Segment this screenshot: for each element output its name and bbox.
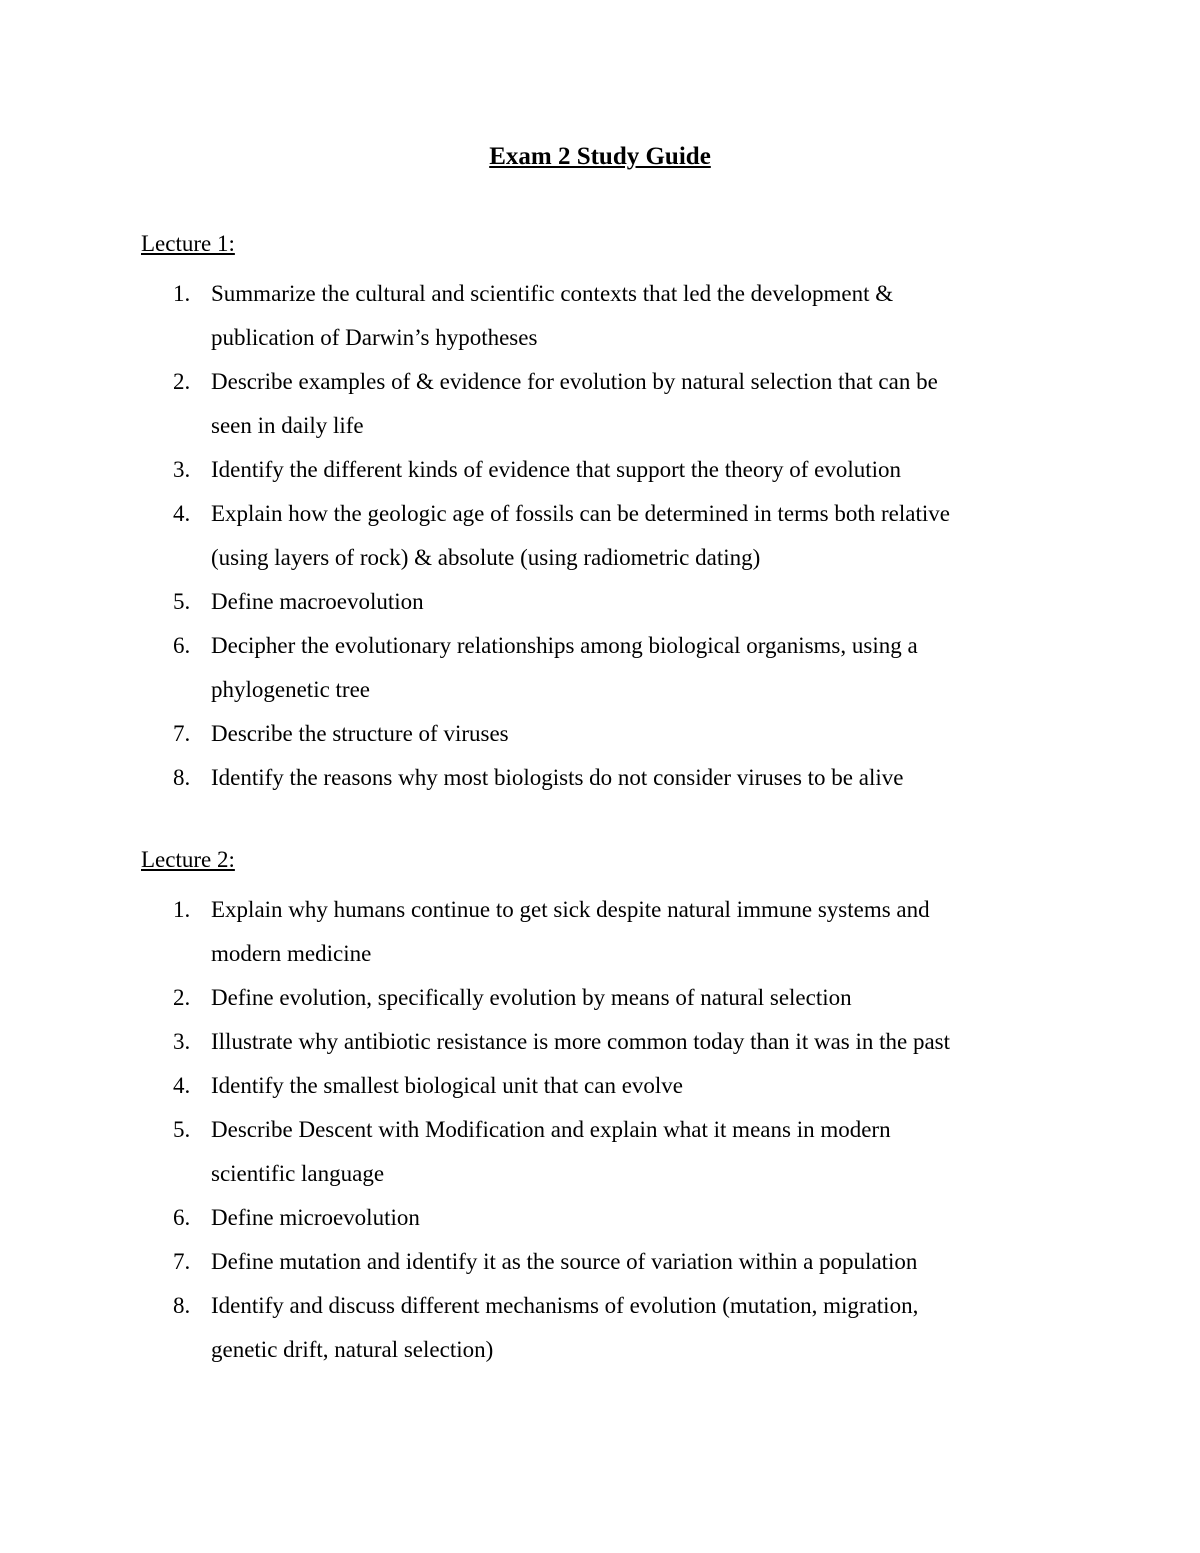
item-text-line: Describe Descent with Modification and explain what it means in modern [211,1117,891,1142]
item-number: 5. [173,589,191,614]
list-item [141,976,1061,1020]
list-item [141,1020,1061,1064]
item-number: 8. [173,765,191,790]
list-item [141,1196,1061,1240]
item-number: 1. [173,897,191,922]
list-item [141,448,1061,492]
lecture-2-objectives-list [141,888,1061,1372]
item-number: 3. [173,1029,191,1054]
item-text-line: Describe the structure of viruses [211,721,509,746]
item-text-line: Identify and discuss different mechanisms of evolution (mutation, migration, [211,1293,919,1318]
item-text-line: Identify the reasons why most biologists do not consider viruses to be alive [211,765,904,790]
list-item [141,888,1061,976]
lecture-1-section [141,228,1061,800]
list-item [141,580,1061,624]
list-item [141,1240,1061,1284]
lecture-2-section [141,844,1061,1372]
item-text-line: Identify the smallest biological unit that can evolve [211,1073,684,1098]
list-item [141,624,1061,712]
list-item [141,1108,1061,1196]
item-text-line: Summarize the cultural and scientific contexts that led the development & [211,281,894,306]
item-text-line: Illustrate why antibiotic resistance is more common today than it was in the past [211,1029,951,1054]
item-number: 1. [173,281,191,306]
item-text-line: Define microevolution [211,1205,420,1230]
item-text-line: scientific language [211,1161,385,1186]
item-number: 7. [173,721,191,746]
item-number: 8. [173,1293,191,1318]
item-number: 4. [173,1073,191,1098]
list-item [141,756,1061,800]
item-number: 6. [173,633,191,658]
item-number: 3. [173,457,191,482]
list-item [141,712,1061,756]
item-text-line: Identify the different kinds of evidence that support the theory of evolution [211,457,902,482]
item-text-line: Define evolution, specifically evolution by means of natural selection [211,985,852,1010]
item-text-line: Define mutation and identify it as the source of variation within a population [211,1249,918,1274]
item-number: 7. [173,1249,191,1274]
lecture-1-heading: Lecture 1: [141,231,235,256]
item-text-line: Decipher the evolutionary relationships among biological organisms, using a [211,633,918,658]
list-item [141,360,1061,448]
item-number: 2. [173,369,191,394]
item-number: 4. [173,501,191,526]
item-text-line: seen in daily life [211,413,364,438]
item-text-line: Define macroevolution [211,589,424,614]
item-number: 5. [173,1117,191,1142]
item-text-line: Describe examples of & evidence for evolution by natural selection that can be [211,369,938,394]
item-text-line: (using layers of rock) & absolute (using radiometric dating) [211,545,761,570]
lecture-1-objectives-list [141,272,1061,800]
list-item [141,1284,1061,1372]
page-title: Exam 2 Study Guide [489,143,711,170]
list-item [141,492,1061,580]
item-text-line: Explain how the geologic age of fossils can be determined in terms both relative [211,501,950,526]
item-number: 2. [173,985,191,1010]
list-item [141,272,1061,360]
item-text-line: publication of Darwin’s hypotheses [211,325,538,350]
item-text-line: Explain why humans continue to get sick despite natural immune systems and [211,897,930,922]
lecture-2-heading: Lecture 2: [141,847,235,872]
item-text-line: phylogenetic tree [211,677,371,702]
item-text-line: modern medicine [211,941,372,966]
item-number: 6. [173,1205,191,1230]
list-item [141,1064,1061,1108]
item-text-line: genetic drift, natural selection) [211,1337,494,1362]
